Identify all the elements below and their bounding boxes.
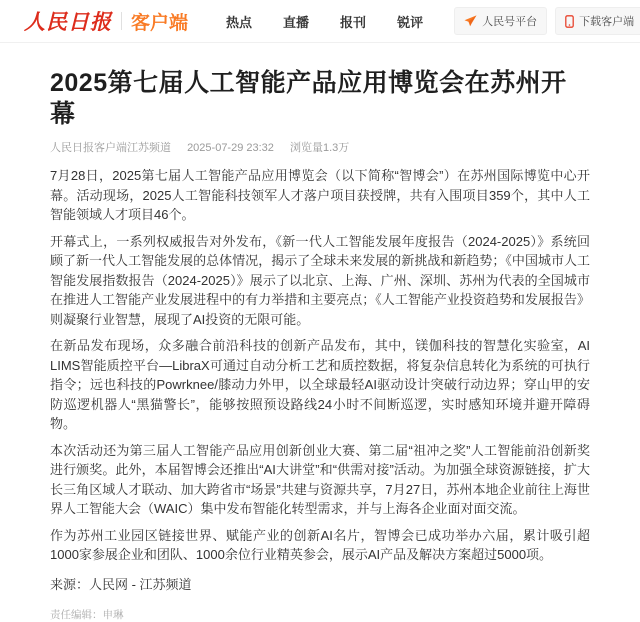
article-paragraph: 在新品发布现场，众多融合前沿科技的创新产品发布，其中，镁伽科技的智慧化实验室，AI LIMS智能质控平台—LibraX可通过自动分析工艺和质控数据，将复杂信息转化为系统的可执行指令；远也科技的Powrknee/膝动力外甲，以全球最轻AI驱动设计突破行动边界；穿山甲的安防巡逻机器人“黑猫警长”，能够按照预设路线24小时不间断巡逻，实时感知环境并避开障碍物。	[50, 338, 590, 431]
logo-brand-text: 人民日报	[24, 10, 112, 34]
nav-item-commentary[interactable]: 锐评	[397, 14, 424, 30]
top-header	[0, 0, 640, 43]
download-app-label: 下载客户端	[579, 16, 635, 28]
nav-item-live[interactable]: 直播	[283, 14, 310, 30]
main-nav	[226, 12, 454, 31]
logo-divider	[121, 12, 122, 30]
article-byline	[50, 139, 590, 155]
article-body	[50, 166, 590, 565]
phone-download-icon	[565, 15, 574, 28]
article-paragraph: 本次活动还为第三届人工智能产品应用创新创业大赛、第二届“祖冲之奖”人工智能前沿创新奖进行颁奖。此外，本届智博会还推出“AI大讲堂”和“供需对接”活动。为加强全球资源链接，扩大长三角区域人才联动、加大跨省市“场景”共建与资源共享，7月27日，苏州本地企业前往上海世界人工智能大会（WAIC）集中发布智能化转型需求，并与上海各企业面对面交流。	[50, 442, 590, 516]
article-paragraph: 作为苏州工业园区链接世界、赋能产业的创新AI名片，智博会已成功举办六届，累计吸引超1000家参展企业和团队、1000余位行业精英参会，展示AI产品及解决方案超过5000项。	[50, 527, 590, 562]
peoples-daily-logo[interactable]	[24, 6, 188, 36]
rmh-platform-label: 人民号平台	[482, 16, 538, 28]
rmh-platform-button[interactable]	[454, 7, 547, 35]
logo-client-label: 客户端	[131, 12, 189, 34]
download-app-button[interactable]	[555, 7, 640, 35]
editor-credit: 责任编辑：申琳	[50, 608, 124, 621]
article-container	[0, 43, 640, 622]
nav-item-hotspots[interactable]: 热点	[226, 14, 253, 30]
article-title: 2025第七届人工智能产品应用博览会在苏州开幕	[50, 69, 567, 128]
article-channel: 人民日报客户端江苏频道	[50, 142, 171, 154]
article-paragraph: 开幕式上，一系列权威报告对外发布，《新一代人工智能发展年度报告（2024-2025）》系统回顾了新一代人工智能发展的总体情况，揭示了全球未来发展的新挑战和新趋势；《中国城市人工智能发展指数报告（2024-2025）》展示了以北京、上海、广州、深圳、苏州为代表的全国城市在推进人工智能产业发展进程中的有力举措和主要亮点；《人工智能产业投资趋势和发展报告》则凝聚行业智慧，展现了AI投资的无限可能。	[50, 233, 590, 327]
article-source: 来源：人民网 - 江苏频道	[50, 576, 192, 592]
nav-item-newspaper[interactable]: 报刊	[340, 14, 367, 30]
header-actions	[454, 7, 640, 35]
article-timestamp: 2025-07-29 23:32	[187, 142, 274, 154]
article-view-count: 浏览量1.3万	[289, 142, 350, 154]
paper-plane-icon	[464, 15, 477, 27]
article-paragraph: 7月28日，2025第七届人工智能产品应用博览会（以下简称“智博会”）在苏州国际博览中心开幕。活动现场，2025人工智能科技领军人才落户项目获授牌，共有入围项目359个，其中人工智能领域人才项目46个。	[50, 168, 590, 222]
